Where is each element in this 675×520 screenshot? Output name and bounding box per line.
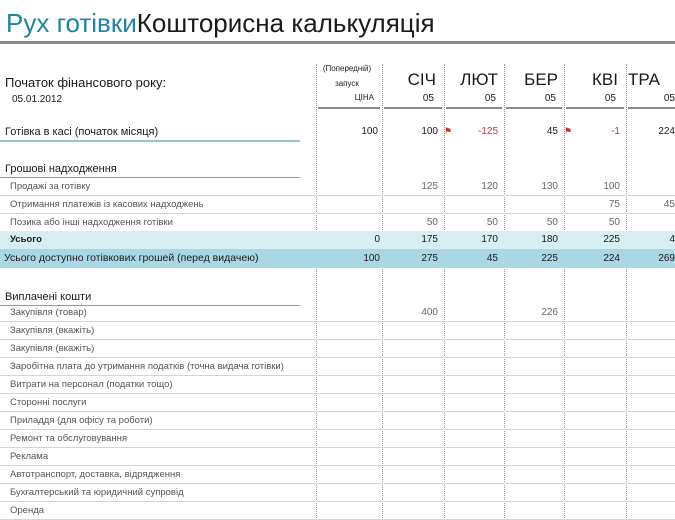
row-label: Закупівля (вкажіть) bbox=[10, 343, 95, 354]
title-rule bbox=[0, 41, 675, 44]
receipts-total-1: 175 bbox=[421, 234, 438, 245]
header-rule-1 bbox=[384, 107, 442, 109]
fiscal-year-start-date[interactable]: 05.01.2012 bbox=[12, 94, 63, 105]
table-row bbox=[0, 214, 675, 232]
header-rule-prev bbox=[318, 107, 380, 109]
warning-flag-icon: ⚑ bbox=[444, 126, 453, 136]
table-row bbox=[0, 340, 675, 358]
receipts-total-2: 170 bbox=[481, 234, 498, 245]
cash-on-hand-row bbox=[0, 124, 675, 140]
available-cash-row bbox=[0, 249, 675, 268]
cash-on-hand-label: Готівка в касі (початок місяця) bbox=[5, 126, 159, 138]
month-header-5: ТРА bbox=[628, 70, 660, 89]
row-label: Ремонт та обслуговування bbox=[10, 433, 128, 444]
cash-row-underline bbox=[0, 140, 300, 142]
available-cash-label: Усього доступно готівкових грошей (перед видачею) bbox=[4, 252, 259, 264]
row-label: Оренда bbox=[10, 505, 45, 516]
available-cash-4: 224 bbox=[603, 253, 620, 264]
available-cash-2: 45 bbox=[486, 253, 498, 264]
cash-value-1[interactable]: 100 bbox=[421, 126, 438, 137]
row-label: Приладдя (для офісу та роботи) bbox=[10, 415, 153, 426]
value-cell[interactable]: 75 bbox=[608, 199, 620, 210]
value-cell[interactable]: 45 bbox=[663, 199, 675, 210]
row-label: Реклама bbox=[10, 451, 49, 462]
available-cash-5: 269 bbox=[658, 253, 675, 264]
value-cell[interactable]: 50 bbox=[486, 217, 498, 228]
cash-value-3[interactable]: 45 bbox=[546, 126, 558, 137]
table-row bbox=[0, 322, 675, 340]
value-cell[interactable]: 226 bbox=[541, 307, 558, 318]
receipts-total-5: 4 bbox=[669, 234, 675, 245]
available-cash-1: 275 bbox=[421, 253, 438, 264]
title-part-2: Кошторисна калькуляція bbox=[136, 8, 435, 38]
receipts-total-label: Усього bbox=[10, 234, 42, 245]
row-label: Заробітна плата до утримання податків (точна видача готівки) bbox=[10, 361, 284, 372]
prev-header-line-3: ЦІНА bbox=[354, 93, 374, 102]
row-label: Отримання платежів із касових надходжень bbox=[10, 199, 204, 210]
table-row bbox=[0, 196, 675, 214]
table-row bbox=[0, 448, 675, 466]
cash-value-4[interactable]: -1 bbox=[611, 126, 620, 137]
row-label: Витрати на персонал (податки тощо) bbox=[10, 379, 173, 390]
warning-flag-icon: ⚑ bbox=[564, 126, 573, 136]
receipts-total-row bbox=[0, 231, 675, 249]
sheet-title bbox=[6, 6, 435, 40]
month-header-4: КВІ bbox=[592, 70, 618, 89]
cash-value-2[interactable]: -125 bbox=[477, 126, 498, 137]
row-label: Закупівля (товар) bbox=[10, 307, 87, 318]
receipts-total-4: 225 bbox=[603, 234, 620, 245]
header-rule-3 bbox=[506, 107, 562, 109]
value-cell[interactable]: 130 bbox=[541, 181, 558, 192]
month-number-1: 05 bbox=[422, 93, 434, 104]
prev-header-line-2: запуск bbox=[335, 79, 359, 88]
row-label: Позика або інші надходження готівки bbox=[10, 217, 173, 228]
month-header-2: ЛЮТ bbox=[460, 70, 498, 89]
table-row bbox=[0, 376, 675, 394]
value-cell[interactable]: 100 bbox=[603, 181, 620, 192]
row-label: Автотранспорт, доставка, відрядження bbox=[10, 469, 181, 480]
cash-prev-value[interactable]: 100 bbox=[361, 126, 378, 137]
header-rule-5 bbox=[628, 107, 675, 109]
month-number-3: 05 bbox=[544, 93, 556, 104]
row-label: Продажі за готівку bbox=[10, 181, 91, 192]
table-row bbox=[0, 484, 675, 502]
table-row bbox=[0, 466, 675, 484]
receipts-total-3: 180 bbox=[541, 234, 558, 245]
fiscal-year-start-label: Початок фінансового року: bbox=[5, 75, 167, 90]
month-number-4: 05 bbox=[604, 93, 616, 104]
value-cell[interactable]: 120 bbox=[481, 181, 498, 192]
row-label: Бухгалтерський та юридичний супровід bbox=[10, 487, 184, 498]
title-part-1: Рух готівки bbox=[6, 8, 137, 38]
table-row bbox=[0, 304, 675, 322]
value-cell[interactable]: 50 bbox=[608, 217, 620, 228]
header-rule-4 bbox=[566, 107, 624, 109]
row-label: Закупівля (вкажіть) bbox=[10, 325, 95, 336]
header-rule-2 bbox=[446, 107, 502, 109]
cash-receipts-title: Грошові надходження bbox=[5, 163, 117, 175]
month-header-3: БЕР bbox=[524, 70, 558, 89]
table-row bbox=[0, 412, 675, 430]
value-cell[interactable]: 125 bbox=[421, 181, 438, 192]
table-row bbox=[0, 394, 675, 412]
prev-header-line-1: (Попередній) bbox=[322, 64, 372, 73]
value-cell[interactable]: 50 bbox=[546, 217, 558, 228]
table-row bbox=[0, 502, 675, 520]
month-number-2: 05 bbox=[484, 93, 496, 104]
table-row bbox=[0, 178, 675, 196]
table-row bbox=[0, 358, 675, 376]
available-cash-prev: 100 bbox=[363, 253, 380, 264]
table-row bbox=[0, 430, 675, 448]
cash-value-5[interactable]: 224 bbox=[658, 126, 675, 137]
cash-paid-out-title: Виплачені кошти bbox=[5, 291, 92, 303]
available-cash-3: 225 bbox=[541, 253, 558, 264]
value-cell[interactable]: 400 bbox=[421, 307, 438, 318]
row-label: Сторонні послуги bbox=[10, 397, 87, 408]
receipts-total-prev: 0 bbox=[374, 234, 380, 245]
month-header-1: СІЧ bbox=[407, 70, 436, 89]
month-number-5: 05 bbox=[663, 93, 675, 104]
value-cell[interactable]: 50 bbox=[426, 217, 438, 228]
